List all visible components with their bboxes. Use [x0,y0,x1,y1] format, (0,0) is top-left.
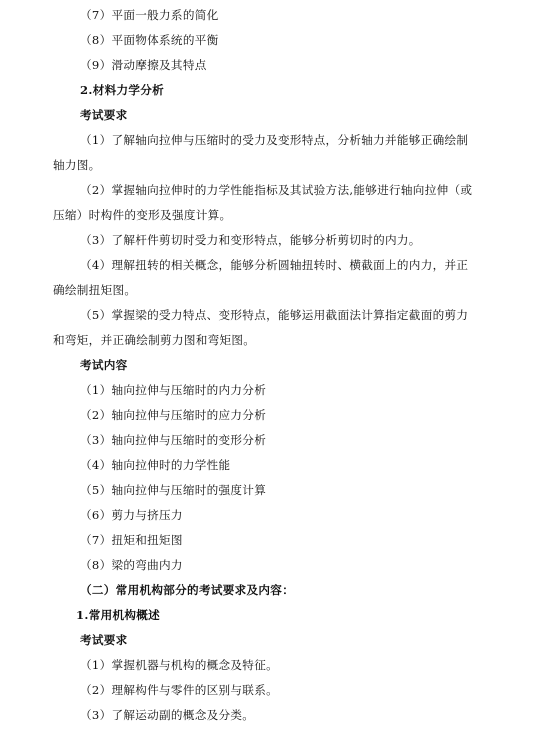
requirement-4-line-2: 确绘制扭矩图。 [53,283,137,297]
list-item-8-plane-system-equilibrium: （8）平面物体系统的平衡 [80,33,219,47]
content-item-7: （7）扭矩和扭矩图 [80,533,183,547]
section-heading-mechanisms-overview: 1.常用机构概述 [76,608,161,622]
mechanism-requirement-2: （2）理解构件与零件的区别与联系。 [80,683,278,697]
requirement-2-line-1: （2）掌握轴向拉伸时的力学性能指标及其试验方法,能够进行轴向拉伸（或 [80,183,473,197]
list-item-9-sliding-friction: （9）滑动摩擦及其特点 [80,58,207,72]
requirement-5-line-1: （5）掌握梁的受力特点、变形特点，能够运用截面法计算指定截面的剪力 [80,308,469,322]
subheading-exam-requirements: 考试要求 [80,108,128,122]
requirement-4-line-1: （4）理解扭转的相关概念，能够分析圆轴扭转时、横截面上的内力，并正 [80,258,469,272]
content-item-2: （2）轴向拉伸与压缩时的应力分析 [80,408,267,422]
requirement-1-line-2: 轴力图。 [53,158,101,172]
mechanism-requirement-3: （3）了解运动副的概念及分类。 [80,708,255,722]
subheading-exam-requirements-2: 考试要求 [80,633,128,647]
list-item-7-plane-force-simplification: （7）平面一般力系的简化 [80,8,219,22]
content-item-4: （4）轴向拉伸时的力学性能 [80,458,231,472]
content-item-5: （5）轴向拉伸与压缩时的强度计算 [80,483,267,497]
content-item-1: （1）轴向拉伸与压缩时的内力分析 [80,383,267,397]
section-heading-materials-mechanics: 2.材料力学分析 [80,83,165,97]
subheading-exam-content: 考试内容 [80,358,128,372]
content-item-6: （6）剪力与挤压力 [80,508,183,522]
section-heading-common-mechanisms: （二）常用机构部分的考试要求及内容： [80,583,295,597]
requirement-5-line-2: 和弯矩，并正确绘制剪力图和弯矩图。 [53,333,256,347]
mechanism-requirement-1: （1）掌握机器与机构的概念及特征。 [80,658,278,672]
requirement-3: （3）了解杆件剪切时受力和变形特点，能够分析剪切时的内力。 [80,233,421,247]
requirement-1-line-1: （1）了解轴向拉伸与压缩时的受力及变形特点，分析轴力并能够正确绘制 [80,133,469,147]
requirement-2-line-2: 压缩）时构件的变形及强度计算。 [53,208,232,222]
content-item-3: （3）轴向拉伸与压缩时的变形分析 [80,433,267,447]
content-item-8: （8）梁的弯曲内力 [80,558,183,572]
